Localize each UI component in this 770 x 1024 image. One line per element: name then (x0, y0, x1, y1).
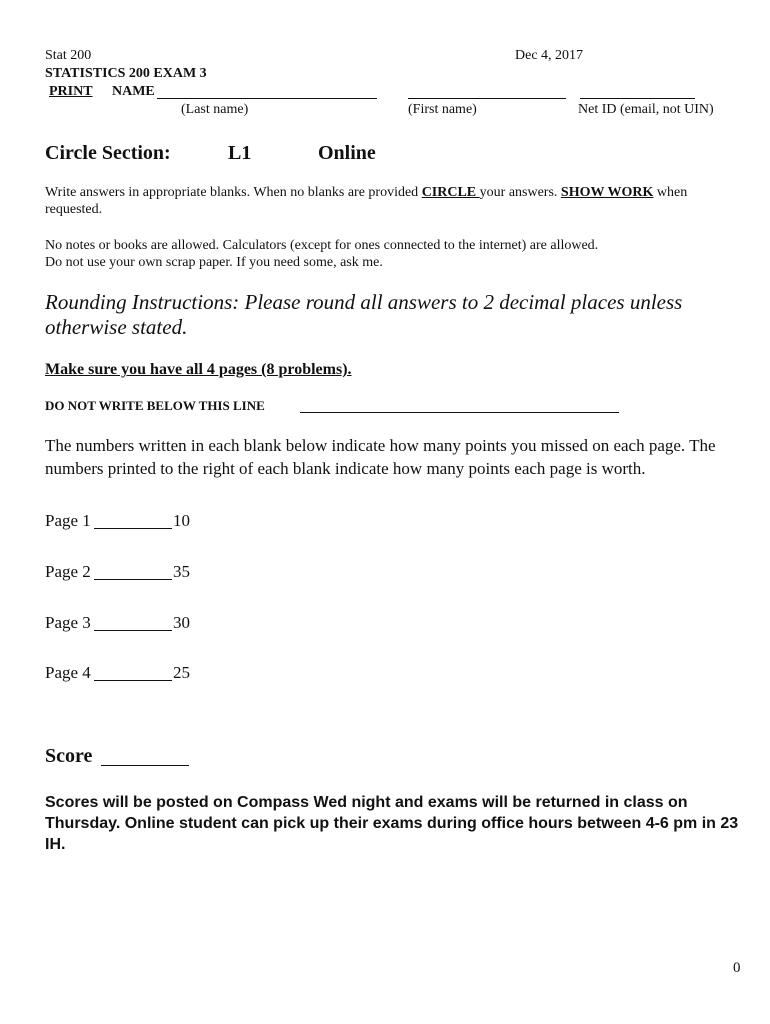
page-label: Page 4 (45, 663, 91, 682)
netid-caption: Net ID (email, not UIN) (578, 102, 714, 117)
page-label: Page 3 (45, 613, 91, 632)
print-label: PRINT (49, 84, 93, 99)
course-label: Stat 200 (45, 48, 92, 63)
page-score-blank[interactable] (94, 528, 172, 529)
page-score-blank[interactable] (94, 579, 172, 580)
instructions-text-b: your answers. (479, 185, 561, 200)
page-points: 30 (173, 613, 190, 632)
exam-title: STATISTICS 200 EXAM 3 (45, 66, 207, 81)
show-work-emphasis: SHOW WORK (560, 185, 654, 200)
page-score-row (45, 613, 205, 635)
exam-date: Dec 4, 2017 (515, 48, 584, 63)
page-score-row (45, 663, 205, 685)
circle-emphasis: CIRCLE (421, 185, 480, 200)
pages-note: Make sure you have all 4 pages (8 problems). (45, 361, 352, 378)
page-score-blank[interactable] (94, 630, 172, 631)
answer-instructions (45, 184, 745, 218)
page-score-row (45, 511, 205, 533)
instructions-text-a: Write answers in appropriate blanks. When no blanks are provided (45, 185, 422, 200)
do-not-write-line (300, 412, 619, 413)
instructions-text-c: when requested. (45, 185, 688, 217)
first-name-caption: (First name) (408, 102, 477, 117)
score-label: Score (45, 745, 93, 767)
section-option-online[interactable]: Online (318, 142, 376, 164)
page-points: 35 (173, 562, 190, 581)
page-points: 10 (173, 511, 190, 530)
do-not-write-label: DO NOT WRITE BELOW THIS LINE (45, 398, 265, 413)
points-explanation: The numbers written in each blank below indicate how many points you missed on each page. The numbers printed to the right of each blank indicate how many points each page is worth. (45, 436, 716, 478)
section-option-l1[interactable]: L1 (228, 142, 252, 164)
last-name-caption: (Last name) (181, 102, 249, 117)
page-label: Page 1 (45, 511, 91, 530)
scores-posting-note: Scores will be posted on Compass Wed night and exams will be returned in class on Thursday. Online student can pick up their exams during office hours between 4-6 pm in 23 IH. (45, 794, 739, 853)
first-name-blank[interactable] (408, 98, 566, 99)
last-name-blank[interactable] (157, 98, 377, 99)
page-score-row (45, 562, 205, 584)
scrap-paper-rule: Do not use your own scrap paper. If you need some, ask me. (45, 255, 383, 270)
calculator-rule: No notes or books are allowed. Calculators (except for ones connected to the internet) are allowed. (45, 238, 599, 253)
page-score-blank[interactable] (94, 680, 172, 681)
page-label: Page 2 (45, 562, 91, 581)
page-points: 25 (173, 663, 190, 682)
netid-blank[interactable] (580, 98, 695, 99)
circle-section-label: Circle Section: (45, 142, 171, 164)
page-number: 0 (733, 960, 741, 976)
rounding-instructions: Rounding Instructions: Please round all answers to 2 decimal places unless otherwise stated. (45, 290, 683, 339)
total-score-blank[interactable] (101, 765, 189, 766)
name-label: NAME (112, 84, 155, 99)
materials-instructions (45, 237, 745, 271)
